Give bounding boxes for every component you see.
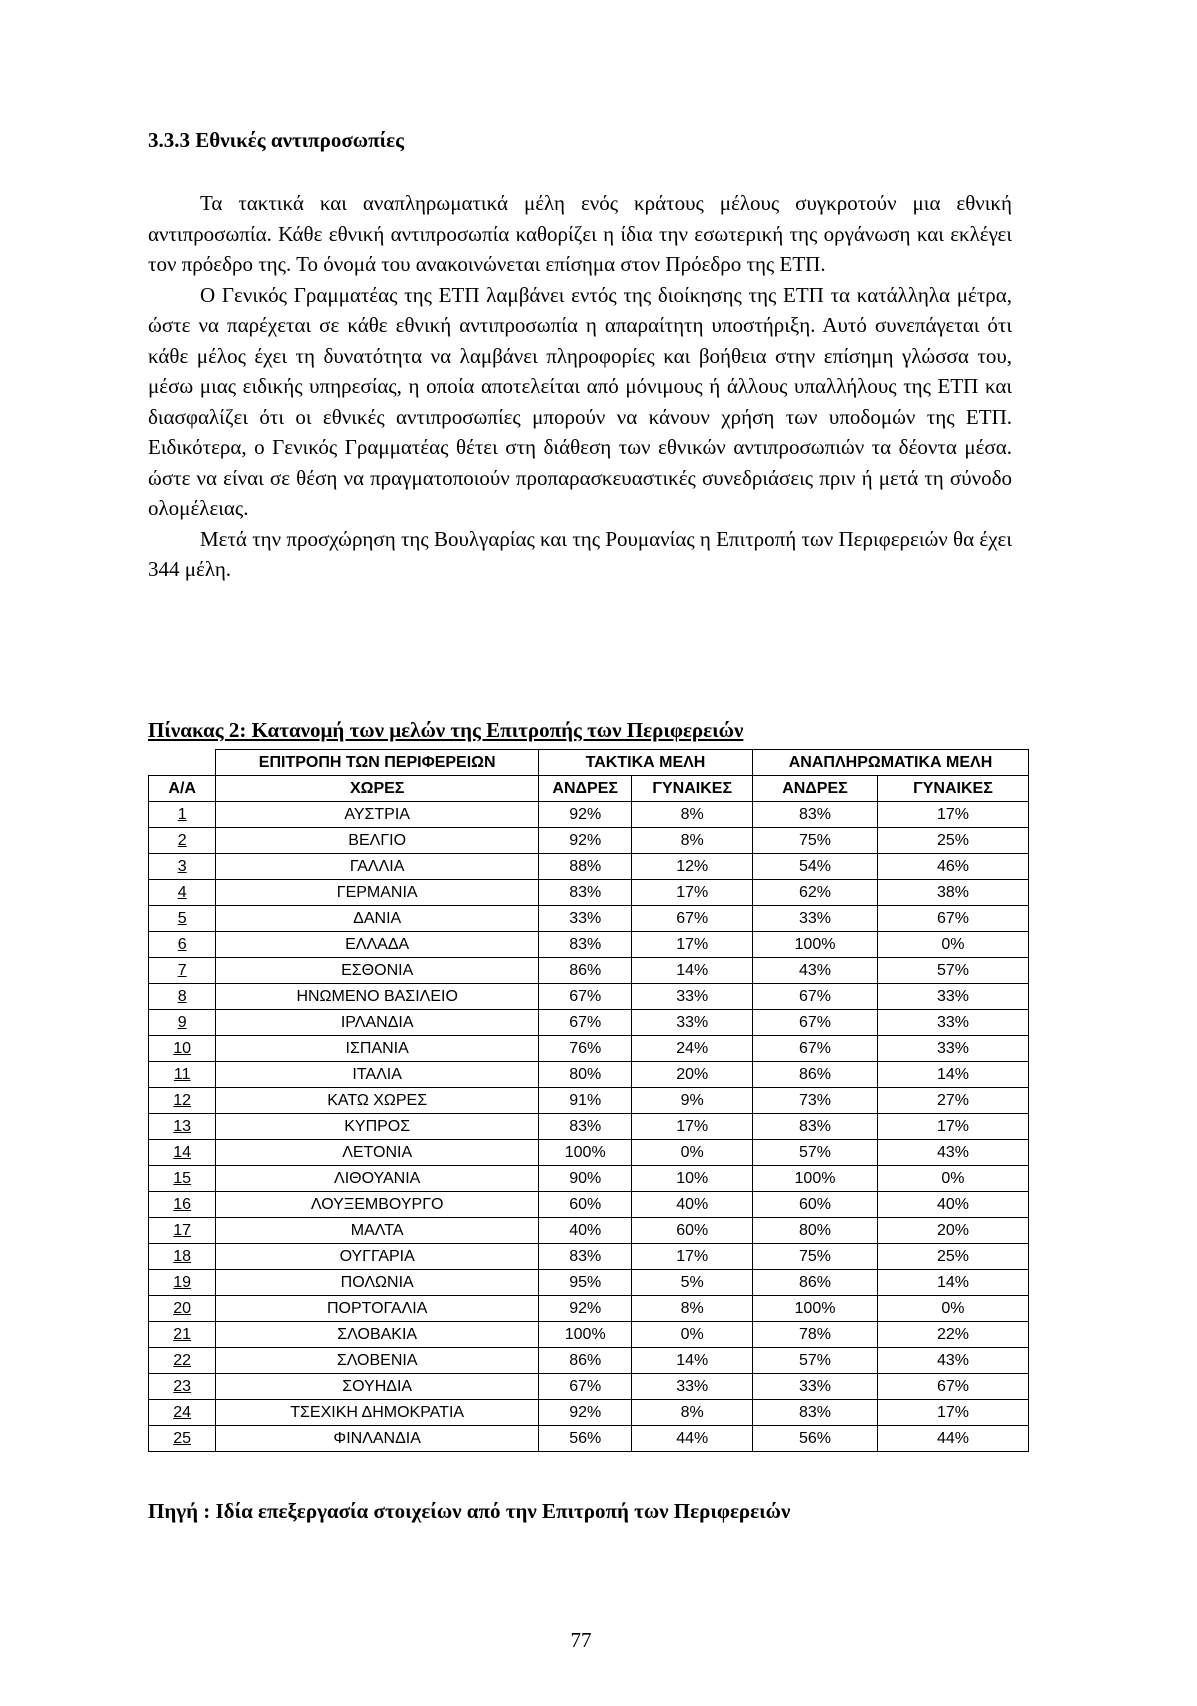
alternate-men-cell: 67% bbox=[753, 984, 878, 1010]
regular-men-cell: 33% bbox=[539, 906, 632, 932]
row-number-cell: 11 bbox=[149, 1062, 216, 1088]
table-body bbox=[149, 802, 1029, 1452]
alternate-men-cell: 78% bbox=[753, 1322, 878, 1348]
row-number-cell: 5 bbox=[149, 906, 216, 932]
country-name-cell: ΒΕΛΓΙΟ bbox=[216, 828, 539, 854]
country-name-cell: ΙΤΑΛΙΑ bbox=[216, 1062, 539, 1088]
alternate-men-cell: 67% bbox=[753, 1036, 878, 1062]
alternate-men-cell: 67% bbox=[753, 1010, 878, 1036]
country-name-cell: ΛΕΤΟΝΙΑ bbox=[216, 1140, 539, 1166]
row-number-cell: 8 bbox=[149, 984, 216, 1010]
alternate-women-cell: 20% bbox=[877, 1218, 1028, 1244]
table-row bbox=[149, 932, 1029, 958]
row-number-cell: 2 bbox=[149, 828, 216, 854]
group-header-alternate: ΑΝΑΠΛΗΡΩΜΑΤΙΚΑ ΜΕΛΗ bbox=[753, 750, 1029, 776]
regular-men-cell: 83% bbox=[539, 880, 632, 906]
column-header: ΧΩΡΕΣ bbox=[216, 776, 539, 802]
regular-men-cell: 83% bbox=[539, 1244, 632, 1270]
alternate-men-cell: 100% bbox=[753, 932, 878, 958]
row-number-cell: 3 bbox=[149, 854, 216, 880]
table-row bbox=[149, 906, 1029, 932]
country-name-cell: ΔΑΝΙΑ bbox=[216, 906, 539, 932]
table-row bbox=[149, 1244, 1029, 1270]
alternate-men-cell: 33% bbox=[753, 1374, 878, 1400]
source-note: Πηγή : Ιδία επεξεργασία στοιχείων από την Επιτροπή των Περιφερειών bbox=[148, 1499, 791, 1523]
alternate-women-cell: 0% bbox=[877, 932, 1028, 958]
body-text bbox=[148, 188, 1012, 585]
regular-women-cell: 17% bbox=[632, 1114, 753, 1140]
regular-men-cell: 90% bbox=[539, 1166, 632, 1192]
alternate-women-cell: 43% bbox=[877, 1348, 1028, 1374]
regular-women-cell: 24% bbox=[632, 1036, 753, 1062]
alternate-men-cell: 100% bbox=[753, 1296, 878, 1322]
alternate-women-cell: 14% bbox=[877, 1270, 1028, 1296]
country-name-cell: ΗΝΩΜΕΝΟ ΒΑΣΙΛΕΙΟ bbox=[216, 984, 539, 1010]
alternate-women-cell: 25% bbox=[877, 828, 1028, 854]
regular-women-cell: 33% bbox=[632, 1010, 753, 1036]
regular-women-cell: 14% bbox=[632, 958, 753, 984]
alternate-women-cell: 38% bbox=[877, 880, 1028, 906]
row-number-cell: 18 bbox=[149, 1244, 216, 1270]
column-header: ΑΝΔΡΕΣ bbox=[753, 776, 878, 802]
country-name-cell: ΛΟΥΞΕΜΒΟΥΡΓΟ bbox=[216, 1192, 539, 1218]
table-row bbox=[149, 1114, 1029, 1140]
alternate-men-cell: 57% bbox=[753, 1140, 878, 1166]
regular-women-cell: 33% bbox=[632, 1374, 753, 1400]
regular-men-cell: 56% bbox=[539, 1426, 632, 1452]
table-title: Πίνακας 2: Κατανομή των μελών της Επιτροπής των Περιφερειών bbox=[148, 718, 744, 742]
row-number-cell: 4 bbox=[149, 880, 216, 906]
members-table bbox=[148, 749, 1029, 1452]
country-name-cell: ΚΑΤΩ ΧΩΡΕΣ bbox=[216, 1088, 539, 1114]
alternate-women-cell: 40% bbox=[877, 1192, 1028, 1218]
country-name-cell: ΚΥΠΡΟΣ bbox=[216, 1114, 539, 1140]
country-name-cell: ΦΙΝΛΑΝΔΙΑ bbox=[216, 1426, 539, 1452]
alternate-men-cell: 54% bbox=[753, 854, 878, 880]
country-name-cell: ΜΑΛΤΑ bbox=[216, 1218, 539, 1244]
row-number-cell: 13 bbox=[149, 1114, 216, 1140]
regular-women-cell: 8% bbox=[632, 802, 753, 828]
table-row bbox=[149, 1140, 1029, 1166]
alternate-men-cell: 86% bbox=[753, 1062, 878, 1088]
alternate-men-cell: 86% bbox=[753, 1270, 878, 1296]
alternate-women-cell: 27% bbox=[877, 1088, 1028, 1114]
table-row bbox=[149, 1426, 1029, 1452]
alternate-men-cell: 43% bbox=[753, 958, 878, 984]
table-row bbox=[149, 880, 1029, 906]
country-name-cell: ΙΡΛΑΝΔΙΑ bbox=[216, 1010, 539, 1036]
regular-men-cell: 91% bbox=[539, 1088, 632, 1114]
regular-men-cell: 92% bbox=[539, 828, 632, 854]
alternate-women-cell: 17% bbox=[877, 1114, 1028, 1140]
row-number-cell: 10 bbox=[149, 1036, 216, 1062]
alternate-women-cell: 57% bbox=[877, 958, 1028, 984]
alternate-men-cell: 33% bbox=[753, 906, 878, 932]
regular-men-cell: 100% bbox=[539, 1140, 632, 1166]
alternate-women-cell: 33% bbox=[877, 984, 1028, 1010]
regular-women-cell: 0% bbox=[632, 1322, 753, 1348]
alternate-women-cell: 0% bbox=[877, 1296, 1028, 1322]
regular-men-cell: 60% bbox=[539, 1192, 632, 1218]
regular-men-cell: 83% bbox=[539, 1114, 632, 1140]
row-number-cell: 19 bbox=[149, 1270, 216, 1296]
regular-men-cell: 86% bbox=[539, 958, 632, 984]
paragraph: Τα τακτικά και αναπληρωματικά μέλη ενός κράτους μέλους συγκροτούν μια εθνική αντιπροσωπία. Κάθε εθνική αντιπροσωπία καθορίζει η ίδια την εσωτερική της οργάνωση και εκλέγει τον πρόεδρο της. Το όνομά του ανακοινώνεται επίσημα στον Πρόεδρο της ΕΤΠ. bbox=[148, 191, 1012, 276]
country-name-cell: ΠΟΛΩΝΙΑ bbox=[216, 1270, 539, 1296]
table-row bbox=[149, 1348, 1029, 1374]
regular-men-cell: 92% bbox=[539, 1296, 632, 1322]
row-number-cell: 20 bbox=[149, 1296, 216, 1322]
row-number-cell: 1 bbox=[149, 802, 216, 828]
regular-women-cell: 60% bbox=[632, 1218, 753, 1244]
group-header-committee: ΕΠΙΤΡΟΠΗ ΤΩΝ ΠΕΡΙΦΕΡΕΙΩΝ bbox=[216, 750, 539, 776]
alternate-women-cell: 14% bbox=[877, 1062, 1028, 1088]
regular-women-cell: 5% bbox=[632, 1270, 753, 1296]
table-row bbox=[149, 802, 1029, 828]
country-name-cell: ΛΙΘΟΥΑΝΙΑ bbox=[216, 1166, 539, 1192]
column-header: ΓΥΝΑΙΚΕΣ bbox=[632, 776, 753, 802]
table-row bbox=[149, 1036, 1029, 1062]
row-number-cell: 12 bbox=[149, 1088, 216, 1114]
regular-women-cell: 20% bbox=[632, 1062, 753, 1088]
section-heading: 3.3.3 Εθνικές αντιπροσωπίες bbox=[148, 128, 405, 152]
row-number-cell: 14 bbox=[149, 1140, 216, 1166]
table-row bbox=[149, 1270, 1029, 1296]
row-number-cell: 21 bbox=[149, 1322, 216, 1348]
alternate-men-cell: 57% bbox=[753, 1348, 878, 1374]
country-name-cell: ΣΛΟΒΕΝΙΑ bbox=[216, 1348, 539, 1374]
alternate-women-cell: 44% bbox=[877, 1426, 1028, 1452]
alternate-women-cell: 25% bbox=[877, 1244, 1028, 1270]
regular-women-cell: 14% bbox=[632, 1348, 753, 1374]
regular-women-cell: 0% bbox=[632, 1140, 753, 1166]
table-row bbox=[149, 1296, 1029, 1322]
country-name-cell: ΟΥΓΓΑΡΙΑ bbox=[216, 1244, 539, 1270]
column-header: ΓΥΝΑΙΚΕΣ bbox=[877, 776, 1028, 802]
country-name-cell: ΕΣΘΟΝΙΑ bbox=[216, 958, 539, 984]
country-name-cell: ΙΣΠΑΝΙΑ bbox=[216, 1036, 539, 1062]
table-row bbox=[149, 1192, 1029, 1218]
alternate-men-cell: 83% bbox=[753, 1114, 878, 1140]
row-number-cell: 7 bbox=[149, 958, 216, 984]
row-number-cell: 15 bbox=[149, 1166, 216, 1192]
country-name-cell: ΠΟΡΤΟΓΑΛΙΑ bbox=[216, 1296, 539, 1322]
alternate-women-cell: 17% bbox=[877, 802, 1028, 828]
alternate-men-cell: 60% bbox=[753, 1192, 878, 1218]
regular-men-cell: 67% bbox=[539, 1010, 632, 1036]
regular-women-cell: 17% bbox=[632, 932, 753, 958]
alternate-women-cell: 33% bbox=[877, 1036, 1028, 1062]
regular-men-cell: 67% bbox=[539, 984, 632, 1010]
table-row bbox=[149, 984, 1029, 1010]
column-header-row bbox=[149, 776, 1029, 802]
alternate-men-cell: 73% bbox=[753, 1088, 878, 1114]
regular-women-cell: 33% bbox=[632, 984, 753, 1010]
table-row bbox=[149, 1374, 1029, 1400]
regular-men-cell: 92% bbox=[539, 802, 632, 828]
group-header-regular: ΤΑΚΤΙΚΑ ΜΕΛΗ bbox=[539, 750, 753, 776]
country-name-cell: ΑΥΣΤΡΙΑ bbox=[216, 802, 539, 828]
regular-women-cell: 17% bbox=[632, 880, 753, 906]
regular-men-cell: 83% bbox=[539, 932, 632, 958]
alternate-women-cell: 22% bbox=[877, 1322, 1028, 1348]
alternate-women-cell: 43% bbox=[877, 1140, 1028, 1166]
alternate-men-cell: 56% bbox=[753, 1426, 878, 1452]
alternate-women-cell: 46% bbox=[877, 854, 1028, 880]
table-row bbox=[149, 1088, 1029, 1114]
country-name-cell: ΕΛΛΑΔΑ bbox=[216, 932, 539, 958]
table-row bbox=[149, 828, 1029, 854]
country-name-cell: ΣΟΥΗΔΙΑ bbox=[216, 1374, 539, 1400]
alternate-men-cell: 80% bbox=[753, 1218, 878, 1244]
alternate-men-cell: 100% bbox=[753, 1166, 878, 1192]
row-number-cell: 25 bbox=[149, 1426, 216, 1452]
table-row bbox=[149, 958, 1029, 984]
paragraph: Ο Γενικός Γραμματέας της ΕΤΠ λαμβάνει εντός της διοίκησης της ΕΤΠ τα κατάλληλα μέτρα, ώστε να παρέχεται σε κάθε εθνική αντιπροσωπία η απαραίτητη υποστήριξη. Αυτό συνεπάγεται ότι κάθε μέλος έχει τη δυνατότητα να λαμβάνει πληροφορίες και βοήθεια στην επίσημη γλώσσα του, μέσω μιας ειδικής υπηρεσίας, η οποία αποτελείται από μόνιμους ή άλλους υπαλλήλους της ΕΤΠ και διασφαλίζει ότι οι εθνικές αντιπροσωπίες μπορούν να κάνουν χρήση των υποδομών της ΕΤΠ. Ειδικότερα, ο Γενικός Γραμματέας θέτει στη διάθεση των εθνικών αντιπροσωπιών τα δέοντα μέσα. ώστε να είναι σε θέση να πραγματοποιούν προπαρασκευαστικές συνεδριάσεις πριν ή μετά τη σύνοδο ολομέλειας. bbox=[148, 282, 1012, 520]
regular-men-cell: 67% bbox=[539, 1374, 632, 1400]
alternate-women-cell: 17% bbox=[877, 1400, 1028, 1426]
country-name-cell: ΓΕΡΜΑΝΙΑ bbox=[216, 880, 539, 906]
regular-men-cell: 76% bbox=[539, 1036, 632, 1062]
column-header: ΑΝΔΡΕΣ bbox=[539, 776, 632, 802]
alternate-men-cell: 75% bbox=[753, 1244, 878, 1270]
table-row bbox=[149, 854, 1029, 880]
alternate-men-cell: 62% bbox=[753, 880, 878, 906]
table-row bbox=[149, 1218, 1029, 1244]
alternate-women-cell: 0% bbox=[877, 1166, 1028, 1192]
regular-women-cell: 44% bbox=[632, 1426, 753, 1452]
paragraph: Μετά την προσχώρηση της Βουλγαρίας και της Ρουμανίας η Επιτροπή των Περιφερειών θα έχει 344 μέλη. bbox=[148, 526, 1012, 581]
regular-women-cell: 9% bbox=[632, 1088, 753, 1114]
regular-women-cell: 10% bbox=[632, 1166, 753, 1192]
regular-men-cell: 80% bbox=[539, 1062, 632, 1088]
alternate-men-cell: 75% bbox=[753, 828, 878, 854]
country-name-cell: ΓΑΛΛΙΑ bbox=[216, 854, 539, 880]
alternate-women-cell: 33% bbox=[877, 1010, 1028, 1036]
regular-women-cell: 17% bbox=[632, 1244, 753, 1270]
group-header-row bbox=[149, 750, 1029, 776]
row-number-cell: 24 bbox=[149, 1400, 216, 1426]
row-number-cell: 6 bbox=[149, 932, 216, 958]
blank-header-cell bbox=[149, 750, 216, 776]
regular-women-cell: 12% bbox=[632, 854, 753, 880]
regular-women-cell: 8% bbox=[632, 1296, 753, 1322]
alternate-women-cell: 67% bbox=[877, 1374, 1028, 1400]
column-header: Α/Α bbox=[149, 776, 216, 802]
regular-women-cell: 8% bbox=[632, 828, 753, 854]
table-row bbox=[149, 1400, 1029, 1426]
table-row bbox=[149, 1322, 1029, 1348]
regular-women-cell: 8% bbox=[632, 1400, 753, 1426]
regular-men-cell: 92% bbox=[539, 1400, 632, 1426]
row-number-cell: 9 bbox=[149, 1010, 216, 1036]
table-row bbox=[149, 1062, 1029, 1088]
row-number-cell: 23 bbox=[149, 1374, 216, 1400]
page-number: 77 bbox=[570, 1628, 592, 1652]
regular-men-cell: 100% bbox=[539, 1322, 632, 1348]
country-name-cell: ΤΣΕΧΙΚΗ ΔΗΜΟΚΡΑΤΙΑ bbox=[216, 1400, 539, 1426]
regular-men-cell: 88% bbox=[539, 854, 632, 880]
table-row bbox=[149, 1166, 1029, 1192]
country-name-cell: ΣΛΟΒΑΚΙΑ bbox=[216, 1322, 539, 1348]
table-row bbox=[149, 1010, 1029, 1036]
row-number-cell: 22 bbox=[149, 1348, 216, 1374]
alternate-men-cell: 83% bbox=[753, 1400, 878, 1426]
regular-men-cell: 86% bbox=[539, 1348, 632, 1374]
regular-women-cell: 40% bbox=[632, 1192, 753, 1218]
regular-men-cell: 40% bbox=[539, 1218, 632, 1244]
alternate-men-cell: 83% bbox=[753, 802, 878, 828]
row-number-cell: 17 bbox=[149, 1218, 216, 1244]
row-number-cell: 16 bbox=[149, 1192, 216, 1218]
alternate-women-cell: 67% bbox=[877, 906, 1028, 932]
regular-men-cell: 95% bbox=[539, 1270, 632, 1296]
regular-women-cell: 67% bbox=[632, 906, 753, 932]
